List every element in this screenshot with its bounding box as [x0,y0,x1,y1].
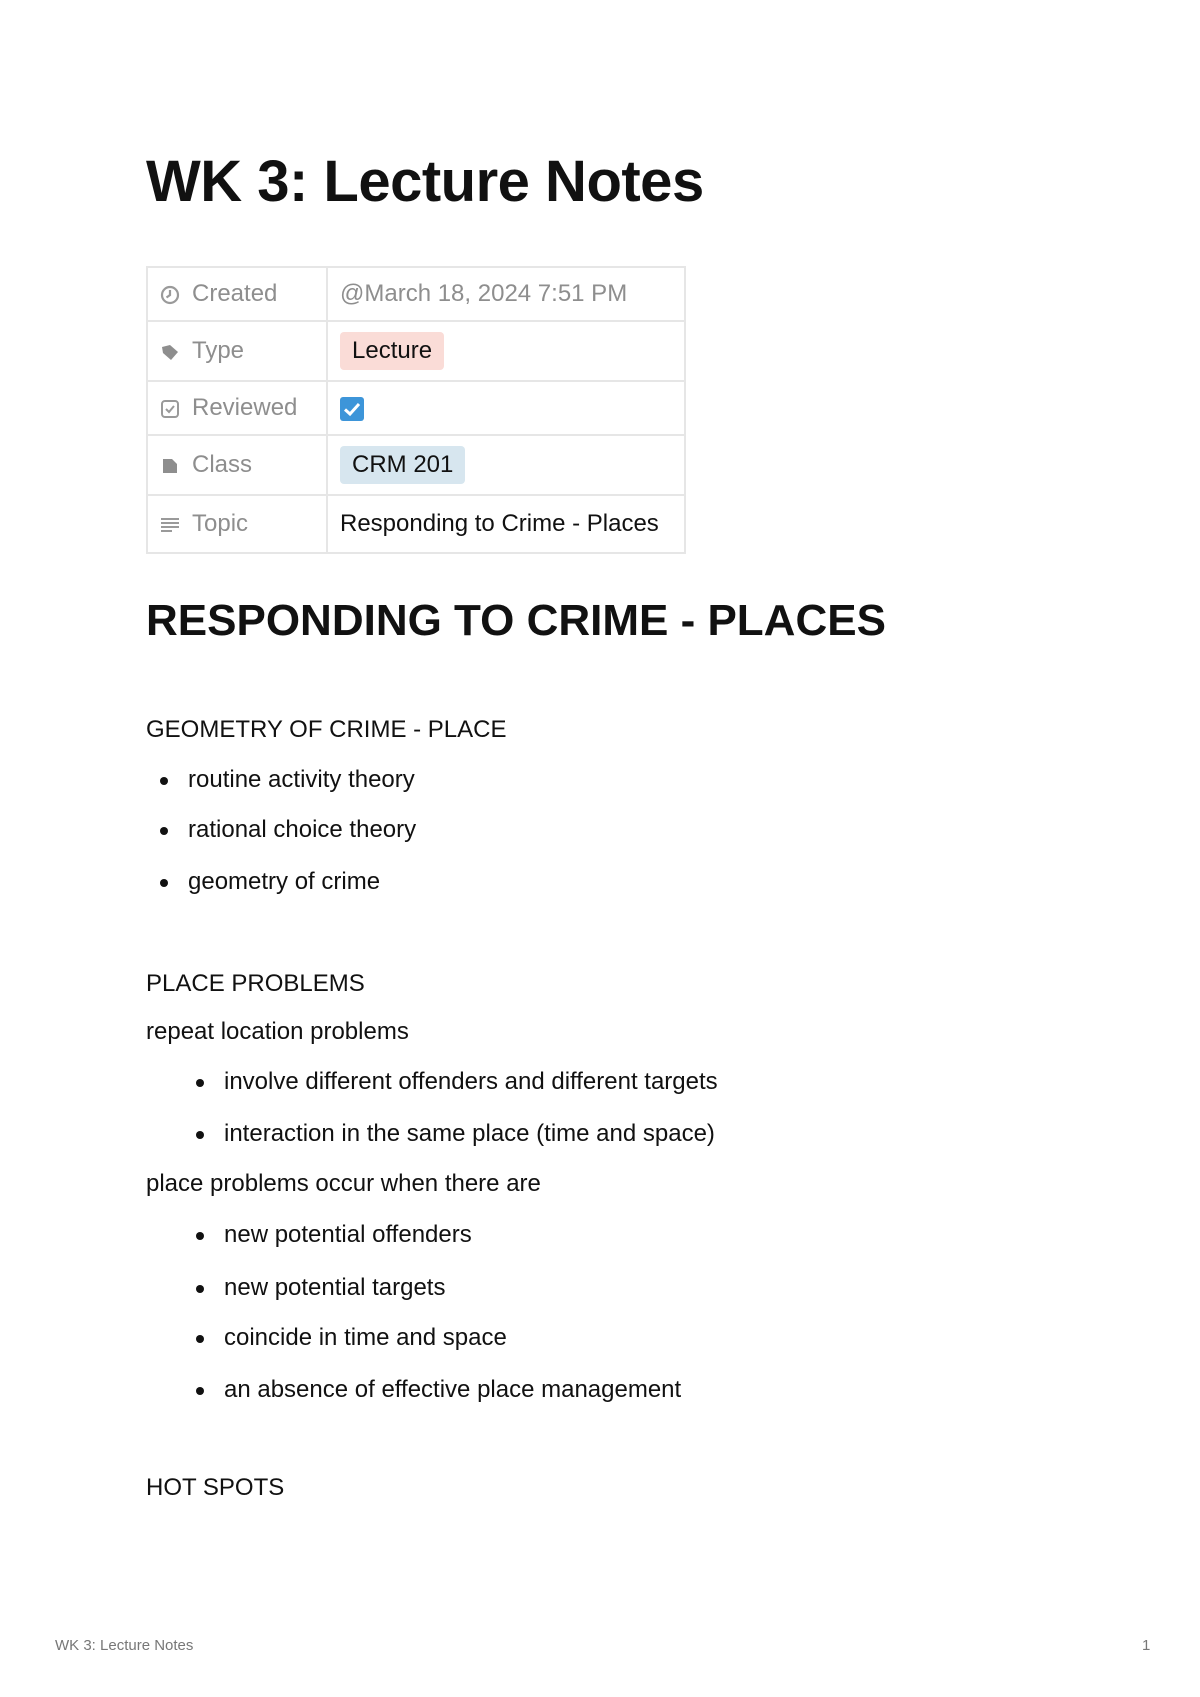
property-row-class [147,435,685,495]
clock-icon [160,284,180,304]
property-row-topic [147,495,685,553]
property-label-created: Created [192,280,278,307]
properties-table [146,266,686,554]
geometry-title: GEOMETRY OF CRIME - PLACE [146,716,507,743]
hot-spots-title: HOT SPOTS [146,1474,285,1501]
reviewed-checkbox[interactable] [340,397,364,421]
checkmark-icon [340,397,364,421]
relation-icon [160,455,180,475]
place-problems-title: PLACE PROBLEMS [146,970,365,997]
repeat-location-label: repeat location problems [146,1018,409,1045]
text-lines-icon [160,514,180,534]
place-problems-occur-label: place problems occur when there are [146,1170,541,1197]
property-value-created[interactable]: @March 18, 2024 7:51 PM [327,267,685,321]
document-page: WK 3: Lecture Notes Created @March 18, 2024 7:51 PM Type Lecture Reviewed Class CRM 201 Topic Responding to Crime - Places RESPONDING TO CRIME - PLACES GEOMETRY OF CRIME - PLACE routine activity theory rational choice theory geometry of crime PLACE PROBLEMS repeat location problems involve different offenders and different targets interaction in the same place (time and space) place problems occur when there are new potential offenders new potential targets coincide in time and space an absence of effective place management HOT SPOTS WK 3: Lecture Notes 1 [55,149,1151,1654]
checkbox-property-icon [160,398,180,418]
page-title: WK 3: Lecture Notes [146,149,704,214]
property-row-reviewed [147,381,685,435]
property-row-type [147,321,685,381]
property-label-reviewed: Reviewed [192,394,298,421]
type-tag[interactable]: Lecture [340,332,444,370]
class-tag[interactable]: CRM 201 [340,446,465,484]
property-value-topic[interactable]: Responding to Crime - Places [327,495,685,553]
footer-doc-title: WK 3: Lecture Notes [55,1637,194,1654]
tag-icon [160,341,180,361]
property-row-created [147,267,685,321]
property-label-class: Class [192,451,253,478]
footer-page-number: 1 [1142,1637,1151,1654]
property-label-topic: Topic [192,510,249,537]
section-heading: RESPONDING TO CRIME - PLACES [146,596,886,645]
property-label-type: Type [192,337,245,364]
